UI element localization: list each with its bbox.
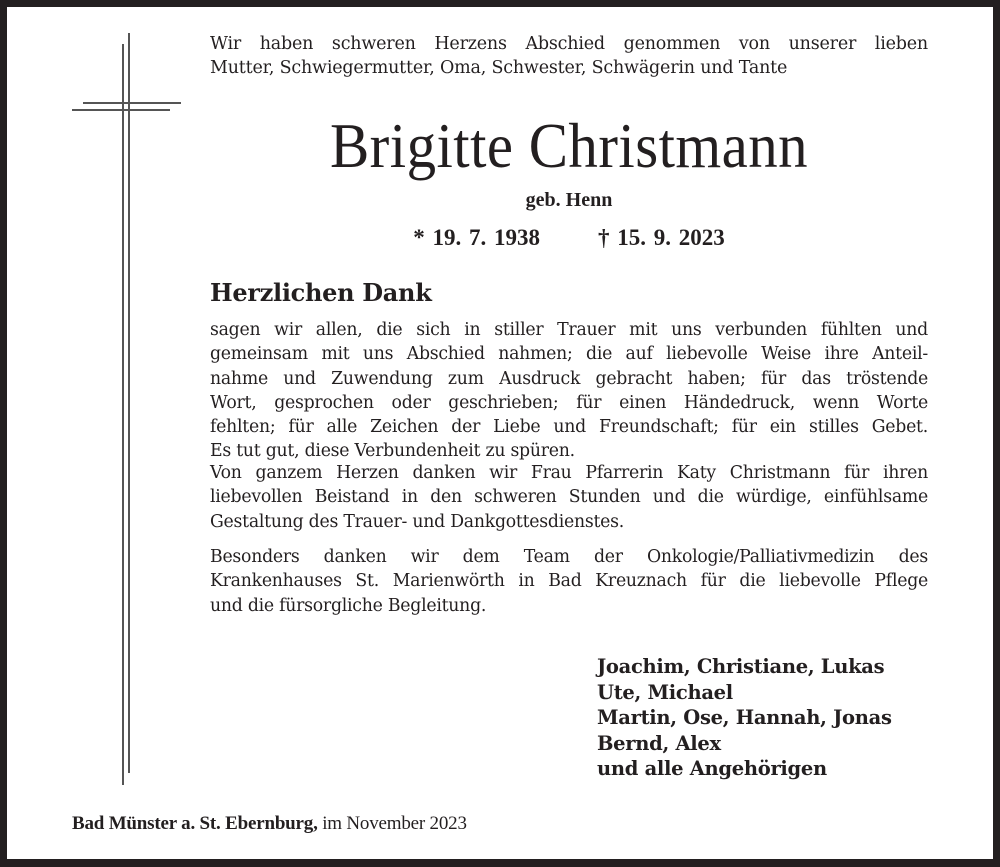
text-line: sagen wir allen, die sich in stiller Trauer mit uns verbunden fühlten und [210, 320, 928, 340]
death-date: † 15. 9. 2023 [598, 225, 725, 250]
signatory-line: Bernd, Alex [597, 731, 721, 755]
text-line: Gestaltung des Trauer- und Dankgottesdienstes. [210, 511, 625, 532]
text-line: Krankenhauses St. Marienwörth in Bad Kreuznach für die liebevolle Pflege [210, 571, 928, 592]
thanks-paragraph-3 [210, 545, 928, 618]
footer-date: im November 2023 [317, 813, 467, 834]
text-line: Von ganzem Herzen danken wir Frau Pfarrerin Katy Christmann für ihren [210, 463, 928, 483]
text-line: gemeinsam mit uns Abschied nahmen; die auf liebevolle Weise ihre Anteil- [210, 344, 928, 365]
signatory-line: Joachim, Christiane, Lukas [597, 655, 885, 678]
text-line: nahme und Zuwendung zum Ausdruck gebracht haben; für das tröstende [210, 368, 928, 389]
footer-place: Bad Münster a. St. Ebernburg, [72, 813, 318, 834]
intro-text [210, 32, 928, 80]
text-line: liebevollen Beistand in den schweren Stunden und die würdige, einfühlsame [210, 487, 928, 508]
maiden-name: geb. Henn [525, 189, 613, 211]
cross-vertical-right [128, 33, 130, 773]
text-line: Wort, gesprochen oder geschrieben; für einen Händedruck, wenn Worte [210, 392, 928, 413]
obituary-notice [7, 7, 993, 859]
deceased-name: Brigitte Christmann [329, 110, 809, 181]
text-line: Besonders danken wir dem Team der Onkologie/Palliativmedizin des [210, 547, 928, 567]
intro-line: Wir haben schweren Herzens Abschied genommen von unserer lieben [210, 34, 928, 54]
intro-line: Mutter, Schwiegermutter, Oma, Schwester, Schwägerin und Tante [210, 58, 788, 78]
signatory-line: und alle Angehörigen [597, 757, 827, 780]
place-date-footer [72, 813, 467, 835]
cross-vertical-left [122, 44, 124, 785]
text-line: und die fürsorgliche Begleitung. [210, 595, 487, 616]
signatories [597, 654, 892, 782]
thanks-paragraph-1 [210, 318, 928, 464]
thanks-heading: Herzlichen Dank [210, 278, 432, 307]
signatory-line: Ute, Michael [597, 680, 733, 704]
cross-horizontal-lower [72, 109, 170, 111]
cross-horizontal-upper [83, 102, 181, 104]
thanks-paragraph-2 [210, 461, 928, 534]
text-line: Es tut gut, diese Verbundenheit zu spüren. [210, 441, 575, 462]
birth-date: * 19. 7. 1938 [413, 225, 540, 250]
text-line: fehlten; für alle Zeichen der Liebe und Freundschaft; für ein stilles Gebet. [210, 417, 928, 438]
life-dates [210, 224, 928, 252]
signatory-line: Martin, Ose, Hannah, Jonas [597, 706, 892, 729]
